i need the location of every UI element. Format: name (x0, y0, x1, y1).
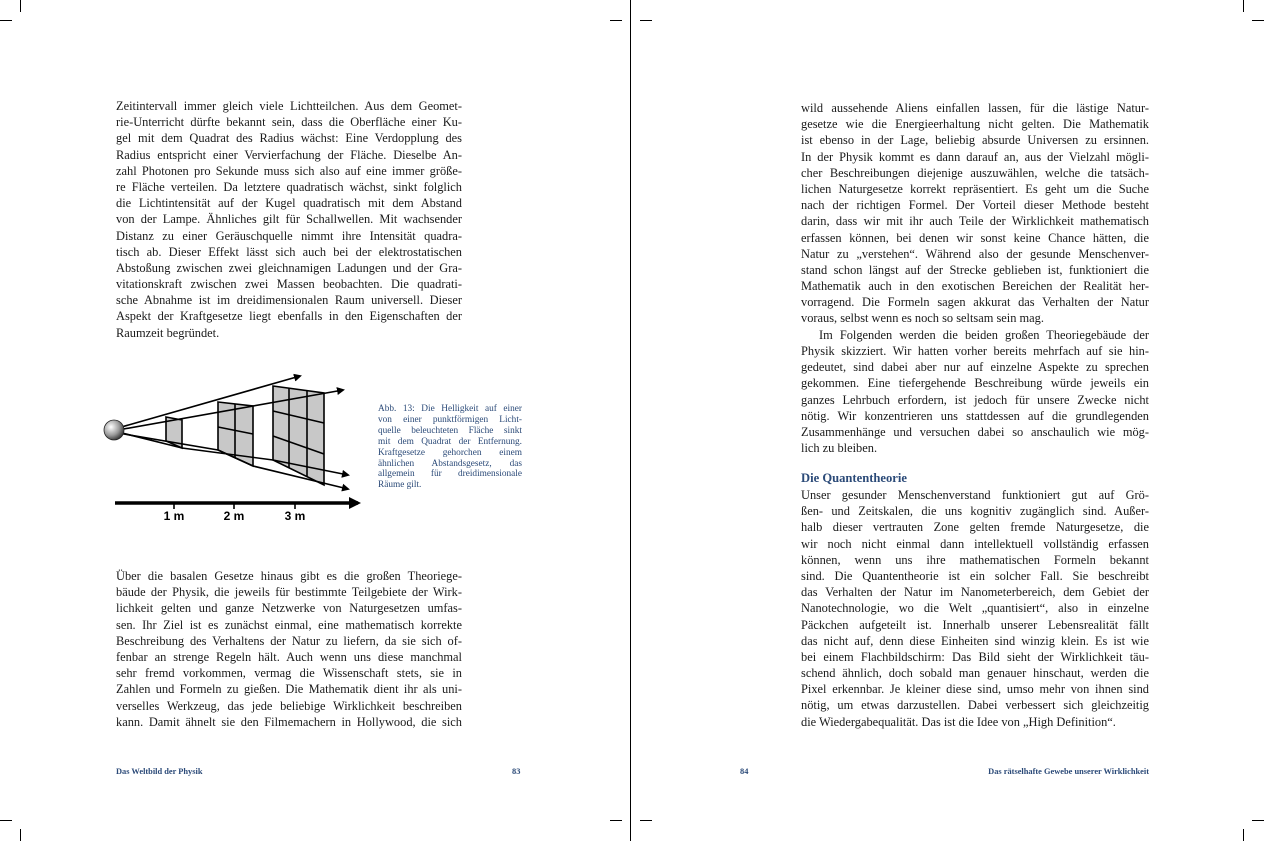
text-line: Mathematik auch in den exotischen Bereichen der Realität her- (801, 279, 1149, 294)
text-line: rie-Unterricht dürfte bekannt sein, dass die Oberfläche einer Ku- (116, 115, 462, 130)
text-line: Distanz zu einer Geräuschquelle nimmt ihre Intensität quadra- (116, 228, 462, 243)
text-line: re Fläche verteilen. Da letztere quadratisch wächst, sinkt folglich (116, 179, 462, 194)
text-line: das Verhalten der Natur im Nanometerbereich, dem Gebiet der (801, 585, 1149, 600)
text-line: Unser gesunder Menschenverstand funktioniert gut auf Grö- (801, 488, 1149, 502)
text-line: cher Beschreibungen diejenige auszuwählen, welche die tatsäch- (801, 165, 1149, 180)
text-line: Zahlen und Formeln zu gießen. Die Mathematik dient ihr als uni- (116, 682, 462, 697)
page-number: 83 (512, 767, 521, 776)
text-line: gel mit dem Quadrat des Radius wächst: Eine Verdopplung des (116, 131, 462, 146)
text-line: wir noch nicht einmal dann intellektuell vollständig erfassen (801, 536, 1149, 551)
text-line: Zusammenhänge und versuchen dabei so anschaulich wie mög- (801, 424, 1149, 439)
text-line: nach der richtigen Formel. Der Vorteil dieser Methode besteht (801, 198, 1149, 213)
text-line: nötig, um etwas darzustellen. Dabei verbessert sich gleichzeitig (801, 698, 1149, 713)
text-line: halb dieser vertrauten Zone gelten fremde Naturgesetze, die (801, 520, 1149, 535)
text-line: fenbar an strenge Regeln hält. Auch wenn uns diese manchmal (116, 649, 462, 664)
text-line: voraus, selbst wenn es noch so seltsam sein mag. (801, 311, 1044, 326)
text-line: tisch ab. Dieser Effekt lässt sich auch bei der elektrostatischen (116, 244, 462, 259)
page-number: 84 (740, 767, 749, 776)
text-line: lichkeit gelten und ganze Netzwerke von Naturgesetzen umfas- (116, 601, 462, 616)
text-line: das nicht auf, denn diese Einheiten sind winzig klein. Es ist wie (801, 633, 1149, 648)
text-line: lich zu bleiben. (801, 441, 878, 456)
axis-label-1m: 1 m (163, 509, 185, 523)
text-line: bei einem Flachbildschirm: Das Bild sieht der Wirklichkeit täu- (801, 649, 1149, 664)
text-line: Aspekt der Kraftgesetze liegt ebenfalls in den Eigenschaften der (116, 309, 462, 324)
section-heading: Die Quantentheorie (801, 471, 907, 485)
text-line: bäude der Physik, die jeweils für bestimmte Teilgebiete der Wirk- (116, 585, 462, 600)
text-line: erfassen können, bei denen wir sonst keine Chance hätten, die (801, 230, 1149, 245)
text-line: wild aussehende Aliens einfallen lassen, für die lästige Natur- (801, 101, 1149, 115)
text-line: zahl Photonen pro Sekunde muss sich also auf eine immer größe- (116, 163, 462, 178)
left-page (0, 0, 630, 841)
axis-label-3m: 3 m (284, 509, 306, 523)
text-line: Physik skizziert. Wir hatten vorher bereits mehrfach auf sie hin- (801, 343, 1149, 358)
caption-line: Räume gilt. (378, 480, 422, 491)
text-line: lichen Naturgesetze korrekt repräsentiert. Es geht um die Suche (801, 181, 1149, 196)
text-line: In der Physik kommt es dann darauf an, aus der Vielzahl mögli- (801, 149, 1149, 164)
text-line: die Wiedergabequalität. Das ist die Idee von „High Definition“. (801, 714, 1116, 729)
text-line: Abstoßung zwischen zwei gleichnamigen Ladungen und der Gra- (116, 260, 462, 275)
text-line: vitationskraft zwischen zwei Massen beobachten. Die quadrati- (116, 277, 462, 292)
caption-line: von einer punktförmigen Licht- (378, 414, 522, 425)
text-line: ßen- und Zeitskalen, die uns kognitiv zugänglich sind. Außer- (801, 504, 1149, 519)
text-line: Im Folgenden werden die beiden großen Theoriegebäude der (819, 327, 1149, 342)
text-line: können, wenn uns ihre mathematischen Formeln bekannt (801, 552, 1149, 567)
text-line: die Lichtintensität auf der Kugel quadratisch mit dem Abstand (116, 196, 462, 211)
light-source-sphere (104, 420, 124, 440)
caption-line: ähnlichen Abstandsgesetz, das (378, 458, 522, 469)
text-line: Raumzeit begründet. (116, 325, 220, 340)
text-line: sen. Ihr Ziel ist es zunächst einmal, eine mathematisch korrekte (116, 617, 462, 632)
text-line: verselles Werkzeug, das jede beliebige Wirklichkeit beschreiben (116, 698, 462, 713)
text-line: Nanotechnologie, wo die Welt „quantisiert“, also in einzelne (801, 601, 1149, 616)
text-line: Päckchen aufgeteilt ist. Innerhalb unserer Lebensrealität fällt (801, 617, 1149, 632)
axis-label-2m: 2 m (223, 509, 245, 523)
text-line: von der Lampe. Ähnliches gilt für Schallwellen. Mit wachsender (116, 212, 462, 227)
caption-line: allgemein für dreidimensionale (378, 469, 522, 480)
text-line: darin, dass wir mit ihr auch Teile der Wirklichkeit mathematisch (801, 214, 1149, 229)
text-line: gesetze wie die Energieerhaltung nicht gelten. Die Mathematik (801, 117, 1149, 132)
text-line: Zeitintervall immer gleich viele Lichtteilchen. Aus dem Geomet- (116, 99, 462, 113)
caption-line: Abb. 13: Die Helligkeit auf einer (378, 404, 522, 414)
text-line: Über die basalen Gesetze hinaus gibt es die großen Theoriege- (116, 569, 462, 583)
text-line: kann. Damit ähnelt sie den Filmemachern in Hollywood, die sich (116, 714, 462, 729)
text-line: sehr fremd vorkommen, vermag die Wissenschaft stets, sie in (116, 666, 462, 681)
text-line: gekommen. Eine tiefergehende Beschreibung würde jeweils ein (801, 376, 1149, 391)
text-line: sind. Die Quantentheorie ist ein solcher Fall. Sie beschreibt (801, 568, 1149, 583)
right-paragraph-1 (801, 100, 1149, 327)
left-paragraph-2 (116, 568, 462, 730)
text-line: gedeutet, sind dabei aber nur auf einzelne Aspekte zu sprechen (801, 360, 1149, 375)
caption-line: Kraftgesetze gehorchen einem (378, 447, 522, 458)
text-line: schend ähnlich, doch sobald man genauer hinschaut, werden die (801, 666, 1149, 681)
text-line: Pixel erkennbar. Je kleiner diese sind, umso mehr von ihnen sind (801, 682, 1149, 697)
text-line: Natur zu „verstehen“. Während also der gesunde Menschenver- (801, 246, 1149, 261)
text-line: ganzes Lehrbuch erfordern, ist jedoch für unsere Zwecke nicht (801, 392, 1149, 407)
text-line: ist ebenso in der Lage, beliebig absurde Universen zu ersinnen. (801, 133, 1149, 148)
text-line: sche Abnahme ist im dreidimensionalen Raum universell. Dieser (116, 293, 462, 308)
caption-line: mit dem Quadrat der Entfernung. (378, 436, 522, 447)
text-line: Beschreibung des Verhaltens der Natur zu liefern, da sie sich of- (116, 633, 462, 648)
text-line: Radius entspricht einer Vervierfachung der Fläche. Dieselbe An- (116, 147, 462, 162)
running-footer-title: Das Weltbild der Physik (116, 767, 203, 776)
text-line: vorragend. Die Formeln sagen akkurat das Verhalten der Natur (801, 295, 1149, 310)
text-line: stand schon längst auf der Strecke geblieben ist, funktioniert die (801, 262, 1149, 277)
running-footer-title: Das rätselhafte Gewebe unserer Wirklichkeit (988, 767, 1149, 776)
figure-caption (378, 404, 522, 491)
caption-line: quelle beleuchteten Fläche sinkt (378, 425, 522, 436)
right-paragraph-2 (801, 327, 1149, 457)
text-line: nötig. Wir konzentrieren uns stattdessen auf die grundlegenden (801, 408, 1149, 423)
right-paragraph-3 (801, 487, 1149, 730)
